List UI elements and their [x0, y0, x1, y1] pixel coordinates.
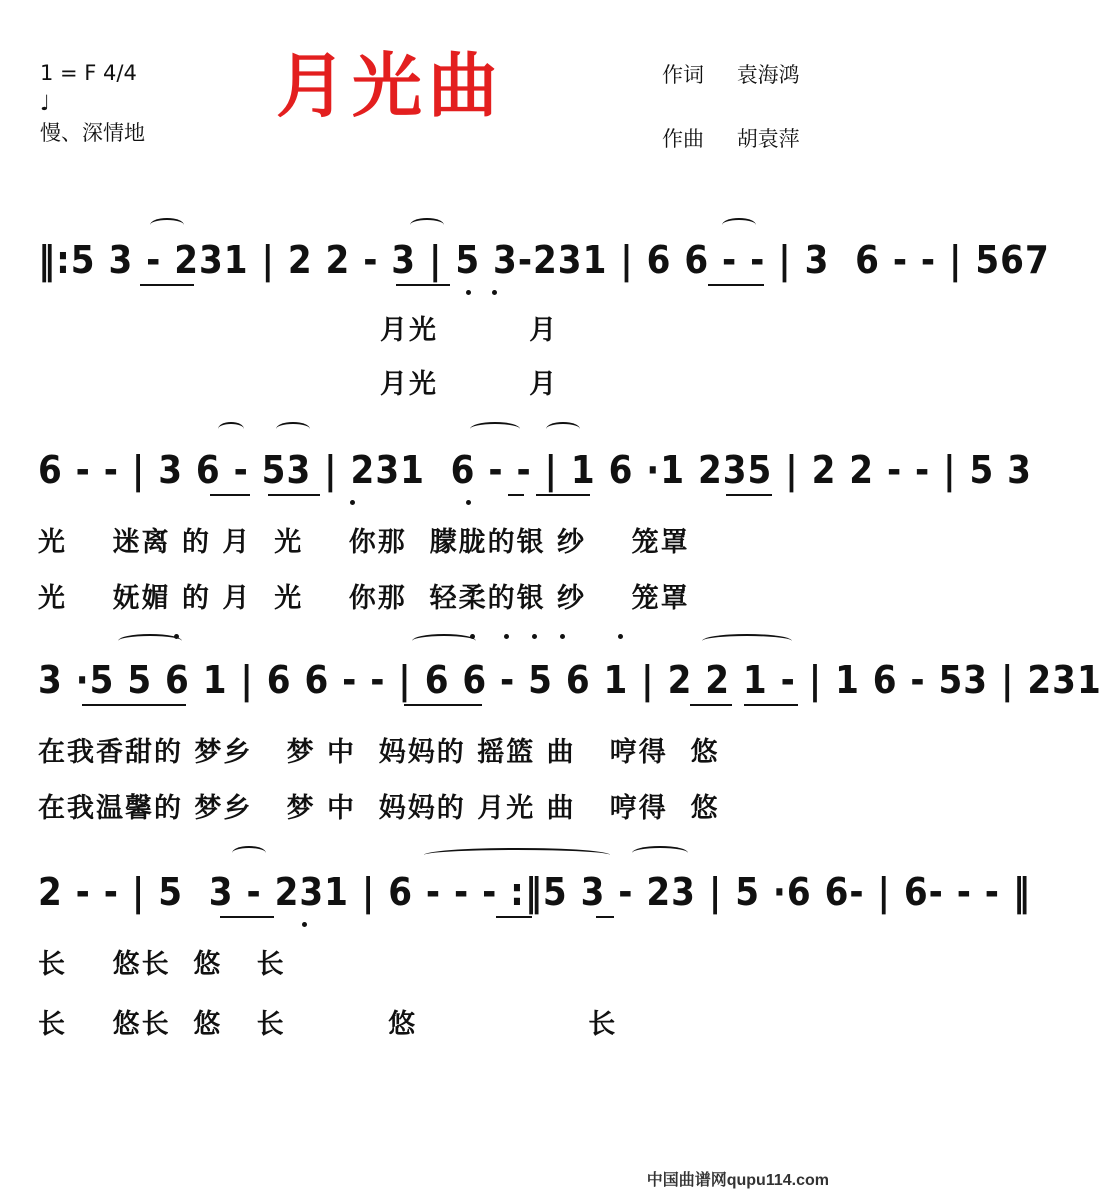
music-line: [0, 218, 1050, 308]
lyrics-verse-1: 长 悠长 悠 长: [38, 949, 286, 980]
beat-underline: [596, 916, 614, 918]
beat-note: ♩: [40, 91, 50, 115]
beat-underline: [82, 704, 186, 706]
slur-mark: [546, 422, 580, 436]
octave-dot: [174, 634, 179, 639]
slur-mark: [412, 634, 476, 648]
octave-dot: [560, 634, 565, 639]
tempo-marking: 慢、深情地: [40, 121, 145, 145]
beat-underline: [726, 494, 772, 496]
octave-dot: [532, 634, 537, 639]
beat-underline: [220, 916, 274, 918]
music-line: [0, 638, 1102, 728]
composer-name: 胡袁萍: [736, 127, 800, 151]
site-watermark: 中国曲谱网qupu114.com: [646, 1172, 829, 1189]
beat-underline: [690, 704, 732, 706]
notation-line: 6 - - | 3 6 - 53 | 231 6 - - | 1 6 ·1 235 | 2 2 - - | 5 3: [38, 448, 1032, 492]
lyricist-role: 作词: [662, 63, 704, 87]
slur-mark: [410, 218, 444, 232]
lyrics-verse-1: 在我香甜的 梦乡 梦 中 妈妈的 摇篮 曲 哼得 悠: [38, 737, 720, 768]
slur-mark: [232, 846, 266, 860]
slur-mark: [276, 422, 310, 436]
song-title: 月光曲: [276, 45, 504, 127]
beat-underline: [536, 494, 590, 496]
beat-underline: [396, 284, 450, 286]
composer-row: [662, 124, 800, 188]
notation-line: ‖:5 3 - 231 | 2 2 - 3 | 5 3-231 | 6 6 - - | 3 6 - - | 567: [38, 238, 1050, 282]
slur-mark: [632, 846, 688, 860]
slur-mark: [722, 218, 756, 232]
beat-underline: [140, 284, 194, 286]
octave-dot: [470, 634, 475, 639]
lyrics-verse-1: 月光 月: [38, 315, 559, 346]
octave-dot: [492, 290, 497, 295]
header-info: [40, 58, 145, 148]
beat-underline: [508, 494, 524, 496]
beat-underline: [744, 704, 798, 706]
beat-underline: [708, 284, 764, 286]
octave-dot: [302, 922, 307, 927]
lyrics-verse-2: 光 妩媚 的 月 光 你那 轻柔的银 纱 笼罩: [38, 583, 690, 614]
slur-mark: [424, 848, 610, 862]
slur-mark: [150, 218, 184, 232]
octave-dot: [350, 500, 355, 505]
beat-underline: [496, 916, 532, 918]
music-line: [0, 428, 1032, 518]
slur-mark: [470, 422, 520, 436]
key-signature: 1 = F 4/4: [40, 61, 137, 85]
beat-underline: [268, 494, 320, 496]
lyrics-verse-2: 在我温馨的 梦乡 梦 中 妈妈的 月光 曲 哼得 悠: [38, 793, 720, 824]
slur-mark: [118, 634, 182, 648]
credits: [662, 60, 800, 188]
slur-mark: [702, 634, 792, 648]
notation-line: 2 - - | 5 3 - 231 | 6 - - - :‖5 3 - 23 | 5 ·6 6- | 6- - - ‖: [38, 870, 1031, 914]
slur-mark: [218, 422, 244, 436]
octave-dot: [466, 500, 471, 505]
notation-line: 3 ·5 5 6 1 | 6 6 - - | 6 6 - 5 6 1 | 2 2 1 - | 1 6 - 53 | 231: [38, 658, 1102, 702]
beat-underline: [404, 704, 482, 706]
lyrics-verse-1: 光 迷离 的 月 光 你那 朦胧的银 纱 笼罩: [38, 527, 690, 558]
lyrics-verse-2: 月光 月: [38, 369, 559, 400]
music-line: [0, 850, 1031, 940]
beat-underline: [210, 494, 250, 496]
lyrics-verse-2: 长 悠长 悠 长 悠 长: [38, 1009, 618, 1040]
lyricist-name: 袁海鸿: [736, 63, 800, 87]
octave-dot: [504, 634, 509, 639]
composer-role: 作曲: [662, 127, 704, 151]
octave-dot: [618, 634, 623, 639]
lyricist-row: [662, 60, 800, 124]
octave-dot: [466, 290, 471, 295]
